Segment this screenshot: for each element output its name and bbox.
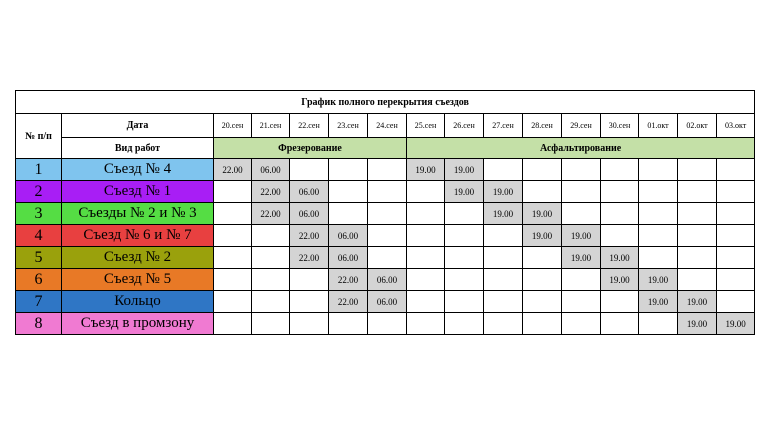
empty-cell [329, 181, 368, 203]
empty-cell [562, 313, 601, 335]
table-row [16, 313, 755, 335]
empty-cell [639, 159, 678, 181]
empty-cell [717, 203, 755, 225]
work-type-row [16, 138, 755, 159]
work-name: Съезд № 4 [62, 159, 214, 181]
time-cell: 22.00 [290, 247, 329, 269]
empty-cell [214, 291, 252, 313]
empty-cell [214, 313, 252, 335]
empty-cell [407, 247, 445, 269]
time-cell: 19.00 [717, 313, 755, 335]
work-name: Съезд № 5 [62, 269, 214, 291]
time-cell: 06.00 [368, 291, 407, 313]
time-cell: 06.00 [290, 203, 329, 225]
table-row [16, 291, 755, 313]
time-cell: 19.00 [639, 291, 678, 313]
empty-cell [523, 313, 562, 335]
empty-cell [717, 225, 755, 247]
empty-cell [407, 313, 445, 335]
work-name: Съезды № 2 и № 3 [62, 203, 214, 225]
empty-cell [639, 203, 678, 225]
empty-cell [368, 159, 407, 181]
time-cell: 22.00 [252, 181, 290, 203]
time-cell: 22.00 [252, 203, 290, 225]
row-number: 1 [16, 159, 62, 181]
empty-cell [639, 247, 678, 269]
empty-cell [214, 225, 252, 247]
row-number: 2 [16, 181, 62, 203]
empty-cell [407, 269, 445, 291]
empty-cell [368, 181, 407, 203]
time-cell: 06.00 [368, 269, 407, 291]
date-header-row [16, 114, 755, 138]
table-row [16, 159, 755, 181]
table-row [16, 203, 755, 225]
date-header-cell: 22.сен [290, 114, 329, 138]
row-number: 4 [16, 225, 62, 247]
date-header-cell: 27.сен [484, 114, 523, 138]
empty-cell [717, 269, 755, 291]
date-header-cell: 20.сен [214, 114, 252, 138]
empty-cell [252, 225, 290, 247]
empty-cell [214, 269, 252, 291]
empty-cell [445, 291, 484, 313]
empty-cell [717, 247, 755, 269]
empty-cell [445, 203, 484, 225]
row-number: 8 [16, 313, 62, 335]
empty-cell [214, 181, 252, 203]
empty-cell [252, 247, 290, 269]
empty-cell [445, 269, 484, 291]
date-header-cell: 23.сен [329, 114, 368, 138]
time-cell: 22.00 [329, 269, 368, 291]
empty-cell [290, 313, 329, 335]
empty-cell [523, 159, 562, 181]
empty-cell [407, 225, 445, 247]
empty-cell [484, 269, 523, 291]
date-header-cell: 25.сен [407, 114, 445, 138]
work-name: Съезд № 2 [62, 247, 214, 269]
time-cell: 19.00 [678, 313, 717, 335]
empty-cell [329, 159, 368, 181]
empty-cell [484, 247, 523, 269]
time-cell: 19.00 [562, 247, 601, 269]
empty-cell [368, 203, 407, 225]
time-cell: 19.00 [484, 181, 523, 203]
empty-cell [678, 181, 717, 203]
empty-cell [252, 313, 290, 335]
table-row [16, 247, 755, 269]
empty-cell [717, 181, 755, 203]
empty-cell [678, 269, 717, 291]
empty-cell [290, 159, 329, 181]
date-header-cell: 26.сен [445, 114, 484, 138]
date-header-cell: 21.сен [252, 114, 290, 138]
work-name: Съезд № 1 [62, 181, 214, 203]
empty-cell [601, 313, 639, 335]
empty-cell [484, 291, 523, 313]
date-header-cell: 30.сен [601, 114, 639, 138]
empty-cell [368, 225, 407, 247]
row-number: 7 [16, 291, 62, 313]
empty-cell [601, 225, 639, 247]
empty-cell [252, 291, 290, 313]
table-row [16, 225, 755, 247]
date-header: Дата [62, 114, 214, 138]
empty-cell [639, 313, 678, 335]
empty-cell [523, 181, 562, 203]
time-cell: 19.00 [445, 181, 484, 203]
row-number: 3 [16, 203, 62, 225]
time-cell: 22.00 [290, 225, 329, 247]
empty-cell [601, 181, 639, 203]
empty-cell [678, 203, 717, 225]
empty-cell [562, 159, 601, 181]
empty-cell [523, 247, 562, 269]
time-cell: 19.00 [562, 225, 601, 247]
empty-cell [601, 291, 639, 313]
empty-cell [562, 291, 601, 313]
empty-cell [214, 247, 252, 269]
empty-cell [407, 181, 445, 203]
work-name: Съезд в промзону [62, 313, 214, 335]
empty-cell [601, 203, 639, 225]
closure-schedule-table [15, 90, 755, 335]
table-row [16, 181, 755, 203]
row-number: 6 [16, 269, 62, 291]
empty-cell [214, 203, 252, 225]
empty-cell [252, 269, 290, 291]
work-name: Кольцо [62, 291, 214, 313]
empty-cell [407, 291, 445, 313]
empty-cell [368, 247, 407, 269]
time-cell: 19.00 [445, 159, 484, 181]
empty-cell [290, 291, 329, 313]
work-type-header: Вид работ [62, 138, 214, 159]
empty-cell [445, 225, 484, 247]
time-cell: 06.00 [290, 181, 329, 203]
empty-cell [678, 225, 717, 247]
empty-cell [523, 269, 562, 291]
empty-cell [639, 181, 678, 203]
date-header-cell: 01.окт [639, 114, 678, 138]
time-cell: 19.00 [523, 225, 562, 247]
num-header: № п/п [16, 114, 62, 159]
empty-cell [445, 313, 484, 335]
date-header-cell: 28.сен [523, 114, 562, 138]
table-title: График полного перекрытия съездов [16, 91, 755, 114]
time-cell: 19.00 [678, 291, 717, 313]
phase-asphalting: Асфальтирование [407, 138, 755, 159]
time-cell: 19.00 [484, 203, 523, 225]
empty-cell [290, 269, 329, 291]
phase-milling: Фрезерование [214, 138, 407, 159]
date-header-cell: 29.сен [562, 114, 601, 138]
empty-cell [562, 181, 601, 203]
empty-cell [368, 313, 407, 335]
time-cell: 06.00 [252, 159, 290, 181]
empty-cell [484, 159, 523, 181]
row-number: 5 [16, 247, 62, 269]
empty-cell [717, 291, 755, 313]
empty-cell [639, 225, 678, 247]
time-cell: 06.00 [329, 225, 368, 247]
empty-cell [601, 159, 639, 181]
time-cell: 22.00 [214, 159, 252, 181]
work-name: Съезд № 6 и № 7 [62, 225, 214, 247]
empty-cell [484, 225, 523, 247]
empty-cell [329, 313, 368, 335]
date-header-cell: 03.окт [717, 114, 755, 138]
empty-cell [678, 159, 717, 181]
empty-cell [484, 313, 523, 335]
time-cell: 19.00 [407, 159, 445, 181]
time-cell: 19.00 [601, 247, 639, 269]
title-row [16, 91, 755, 114]
empty-cell [717, 159, 755, 181]
time-cell: 19.00 [523, 203, 562, 225]
time-cell: 22.00 [329, 291, 368, 313]
date-header-cell: 02.окт [678, 114, 717, 138]
empty-cell [445, 247, 484, 269]
time-cell: 19.00 [639, 269, 678, 291]
empty-cell [562, 269, 601, 291]
empty-cell [562, 203, 601, 225]
time-cell: 06.00 [329, 247, 368, 269]
empty-cell [523, 291, 562, 313]
empty-cell [678, 247, 717, 269]
date-header-cell: 24.сен [368, 114, 407, 138]
empty-cell [329, 203, 368, 225]
empty-cell [407, 203, 445, 225]
table-row [16, 269, 755, 291]
time-cell: 19.00 [601, 269, 639, 291]
